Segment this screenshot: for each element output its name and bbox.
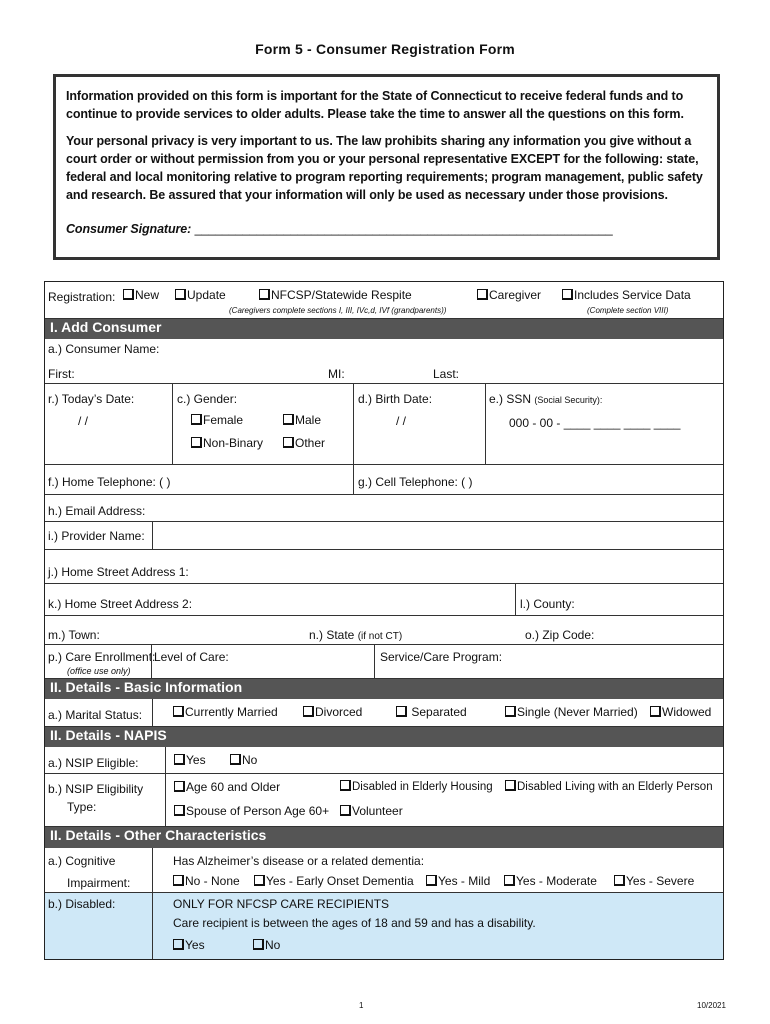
level-of-care-cell[interactable]: [151, 645, 374, 678]
checkbox-icon: [253, 939, 264, 950]
age60-checkbox[interactable]: Age 60 and Older: [174, 780, 280, 794]
checkbox-icon: [174, 754, 185, 765]
checkbox-icon: [340, 780, 351, 791]
other-checkbox[interactable]: Other: [283, 436, 325, 450]
birth-date-cell[interactable]: [353, 384, 485, 464]
revision-date: 10/2021: [697, 1001, 726, 1010]
marital-status-row: [45, 699, 723, 727]
checkbox-icon: [173, 706, 184, 717]
registration-form: [44, 281, 724, 960]
checkbox-icon: [505, 780, 516, 791]
single-checkbox[interactable]: Single (Never Married): [505, 705, 638, 719]
registration-row: [45, 282, 723, 319]
new-checkbox[interactable]: New: [123, 288, 159, 302]
checkbox-icon: [173, 875, 184, 886]
checkbox-icon: [191, 414, 202, 425]
cell-phone-label: g.) Cell Telephone: ( ): [358, 475, 473, 489]
female-checkbox[interactable]: Female: [191, 413, 243, 427]
nfcsp-only-note: ONLY FOR NFCSP CARE RECIPIENTS: [173, 897, 390, 911]
cognitive-label-2: Impairment:: [67, 876, 131, 890]
checkbox-icon: [123, 289, 134, 300]
disabled-living-checkbox[interactable]: Disabled Living with an Elderly Person: [505, 780, 713, 793]
nsip-type-options: [165, 774, 723, 826]
ssn-format: 000 - 00 - ____ ____ ____ ____: [509, 416, 681, 430]
nonbinary-checkbox[interactable]: Non-Binary: [191, 436, 263, 450]
caregiver-checkbox[interactable]: Caregiver: [477, 288, 541, 302]
home-phone-cell[interactable]: [45, 465, 353, 494]
nfcsp-note: (Caregivers complete sections I, III, IVc,d, IVf (grandparents)): [229, 306, 447, 315]
signature-row[interactable]: [66, 220, 707, 238]
checkbox-icon: [254, 875, 265, 886]
gender-label: c.) Gender:: [177, 392, 238, 406]
home-phone-label: f.) Home Telephone: ( ): [48, 475, 171, 489]
office-use-note: (office use only): [67, 666, 131, 676]
consumer-name-label: a.) Consumer Name:: [48, 342, 160, 356]
checkbox-icon: [340, 805, 351, 816]
care-recipient-text: Care recipient is between the ages of 18 and 59 and has a disability.: [173, 916, 536, 930]
checkbox-icon: [174, 805, 185, 816]
nsip-type-row: [45, 774, 723, 827]
checkbox-icon: [191, 437, 202, 448]
checkbox-icon: [174, 781, 185, 792]
nsip-eligible-options: [165, 747, 723, 773]
last-name-label: Last:: [433, 367, 460, 381]
gender-cell: [172, 384, 353, 464]
date-gender-row: [45, 384, 723, 465]
checkbox-icon: [283, 437, 294, 448]
checkbox-icon: [175, 289, 186, 300]
care-enrollment-label: p.) Care Enrollment:: [48, 650, 156, 664]
cognitive-options: [152, 848, 723, 892]
provider-label: i.) Provider Name:: [48, 529, 145, 543]
married-checkbox[interactable]: Currently Married: [173, 705, 278, 719]
disabled-no-checkbox[interactable]: No: [253, 938, 280, 952]
town-label[interactable]: m.) Town:: [48, 628, 100, 642]
email-row[interactable]: [45, 495, 723, 521]
checkbox-icon: [303, 706, 314, 717]
nsip-type-label-1: b.) NSIP Eligibility: [48, 782, 144, 796]
cell-phone-cell[interactable]: [353, 465, 723, 494]
provider-row: [45, 521, 723, 550]
checkbox-icon: [504, 875, 515, 886]
checkbox-icon: [650, 706, 661, 717]
street2-row: [45, 584, 723, 616]
disabled-housing-checkbox[interactable]: Disabled in Elderly Housing: [340, 780, 493, 793]
marital-options: [152, 699, 723, 726]
cognitive-mild-checkbox[interactable]: Yes - Mild: [426, 874, 490, 888]
checkbox-icon: [173, 939, 184, 950]
ssn-label: e.) SSN (Social Security):: [489, 392, 603, 406]
email-label: h.) Email Address:: [48, 504, 146, 518]
signature-line[interactable]: _____________________________________________________________: [194, 222, 613, 236]
todays-date-slashes: / /: [78, 414, 89, 428]
checkbox-icon: [562, 289, 573, 300]
alz-question: Has Alzheimer’s disease or a related dementia:: [173, 854, 425, 868]
mi-label: MI:: [328, 367, 345, 381]
page-number: 1: [359, 1001, 364, 1010]
notice-paragraph-2: Your personal privacy is very important to us. The law prohibits sharing any information you give without a court order or without permission from you or your personal representative EXCEPT for the following: state, federal and local monitoring relative to program reporting requirements; program management, public safety and research. Be assured that your information will only be used as necessary under those provisions.: [66, 134, 703, 202]
town-row: [45, 616, 723, 644]
todays-date-cell[interactable]: [45, 384, 172, 464]
nfcsp-checkbox[interactable]: NFCSP/Statewide Respite: [259, 288, 412, 302]
form-name: Consumer Registration Form: [316, 41, 515, 57]
divorced-checkbox[interactable]: Divorced: [303, 705, 362, 719]
cognitive-early-checkbox[interactable]: Yes - Early Onset Dementia: [254, 874, 414, 888]
service-note: (Complete section VIII): [587, 306, 669, 315]
nsip-type-label-2: Type:: [67, 800, 97, 814]
consumer-name-row[interactable]: [45, 339, 723, 384]
separated-checkbox[interactable]: Separated: [396, 705, 467, 719]
signature-label: Consumer Signature:: [66, 222, 192, 236]
widowed-checkbox[interactable]: Widowed: [650, 705, 711, 719]
cognitive-label-1: a.) Cognitive: [48, 854, 116, 868]
section-add-consumer-header: I. Add Consumer: [45, 319, 723, 339]
county-cell[interactable]: [515, 584, 723, 615]
form-number: Form 5 -: [255, 41, 317, 57]
cognitive-none-checkbox[interactable]: No - None: [173, 874, 240, 888]
cognitive-moderate-checkbox[interactable]: Yes - Moderate: [504, 874, 597, 888]
street1-label: j.) Home Street Address 1:: [48, 565, 189, 579]
disabled-row: [45, 893, 723, 959]
cognitive-severe-checkbox[interactable]: Yes - Severe: [614, 874, 694, 888]
spouse-checkbox[interactable]: Spouse of Person Age 60+: [174, 804, 329, 818]
section-basic-info-header: II. Details - Basic Information: [45, 679, 723, 699]
ssn-cell[interactable]: [485, 384, 723, 464]
todays-date-label: r.) Today’s Date:: [48, 392, 135, 406]
birth-date-slashes: / /: [396, 414, 407, 428]
state-label: n.) State (if not CT): [309, 628, 403, 642]
service-data-checkbox[interactable]: Includes Service Data: [562, 288, 691, 302]
checkbox-icon: [259, 289, 270, 300]
provider-input[interactable]: [152, 522, 723, 549]
checkbox-icon: [505, 706, 516, 717]
service-program-label: Service/Care Program:: [380, 650, 503, 664]
zip-label[interactable]: o.) Zip Code:: [525, 628, 595, 642]
birth-date-label: d.) Birth Date:: [358, 392, 433, 406]
male-checkbox[interactable]: Male: [283, 413, 321, 427]
form-title: [0, 41, 770, 57]
marital-status-label: a.) Marital Status:: [48, 708, 143, 722]
street2-cell[interactable]: [45, 584, 515, 615]
update-checkbox[interactable]: Update: [175, 288, 226, 302]
nsip-eligible-row: [45, 747, 723, 774]
disabled-yes-checkbox[interactable]: Yes: [173, 938, 205, 952]
first-name-label: First:: [48, 367, 75, 381]
nsip-eligible-label: a.) NSIP Eligible:: [48, 756, 139, 770]
disabled-label: b.) Disabled:: [48, 897, 116, 911]
street2-label: k.) Home Street Address 2:: [48, 597, 193, 611]
checkbox-icon: [230, 754, 241, 765]
care-enrollment-row: [45, 644, 723, 679]
disabled-options: [152, 893, 723, 959]
street1-row[interactable]: [45, 550, 723, 584]
nsip-no-checkbox[interactable]: No: [230, 753, 257, 767]
phone-row: [45, 465, 723, 495]
checkbox-icon: [614, 875, 625, 886]
service-program-cell[interactable]: [374, 645, 723, 678]
privacy-notice: [53, 74, 720, 260]
checkbox-icon: [396, 706, 407, 717]
section-napis-header: II. Details - NAPIS: [45, 727, 723, 747]
level-of-care-label: Level of Care:: [154, 650, 229, 664]
registration-label: Registration:: [48, 290, 116, 304]
volunteer-checkbox[interactable]: Volunteer: [340, 804, 403, 818]
cognitive-row: [45, 848, 723, 893]
checkbox-icon: [283, 414, 294, 425]
notice-paragraph-1: Information provided on this form is important for the State of Connecticut to receive federal funds and to continue to provide services to older adults. Please take the time to answer all the questions on this form.: [66, 89, 684, 121]
county-label: l.) County:: [520, 597, 575, 611]
nsip-yes-checkbox[interactable]: Yes: [174, 753, 206, 767]
checkbox-icon: [426, 875, 437, 886]
checkbox-icon: [477, 289, 488, 300]
section-other-characteristics-header: II. Details - Other Characteristics: [45, 827, 723, 848]
